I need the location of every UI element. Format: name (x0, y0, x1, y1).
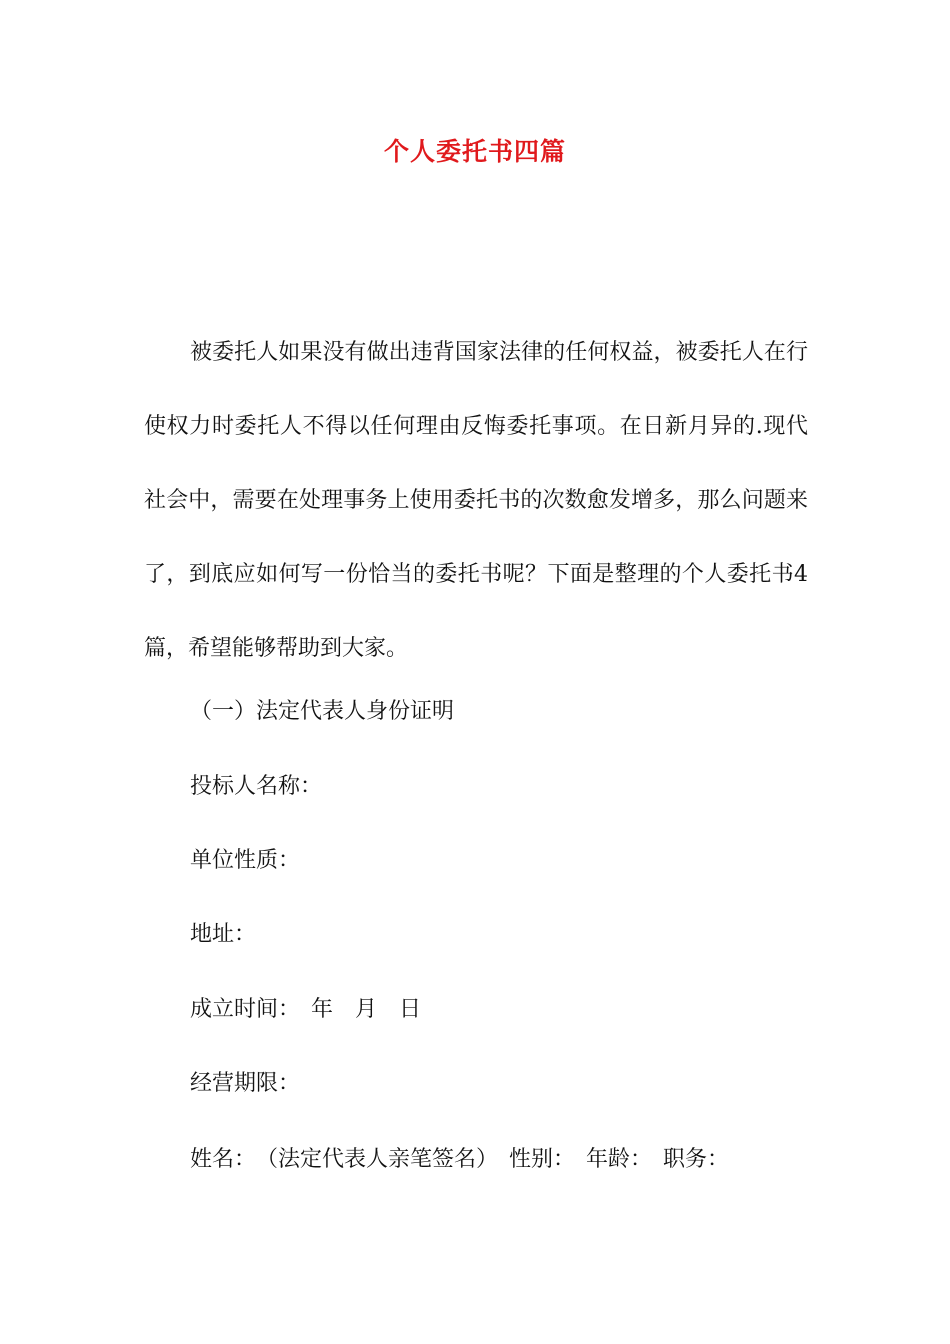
field-unit-nature: 单位性质： (190, 848, 301, 873)
field-business-term: 经营期限： (190, 1071, 301, 1096)
field-established-date: 成立时间： 年 月 日 (190, 997, 422, 1022)
field-address: 地址： (190, 922, 257, 947)
document-title: 个人委托书四篇 (383, 137, 566, 166)
field-bidder-name: 投标人名称： (190, 774, 323, 799)
field-personal-info: 姓名： （法定代表人亲笔签名） 性别： 年龄： 职务： (190, 1147, 730, 1172)
intro-paragraph: 被委托人如果没有做出违背国家法律的任何权益，被委托人在行使权力时委托人不得以任何理由反悔委托事项。在日新月异的.现代社会中，需要在处理事务上使用委托书的次数愈发增多，那么问题来了，到底应如何写一份恰当的委托书呢？下面是整理的个人委托书4篇，希望能够帮助到大家。 (144, 340, 808, 661)
section-heading: （一）法定代表人身份证明 (190, 699, 455, 724)
